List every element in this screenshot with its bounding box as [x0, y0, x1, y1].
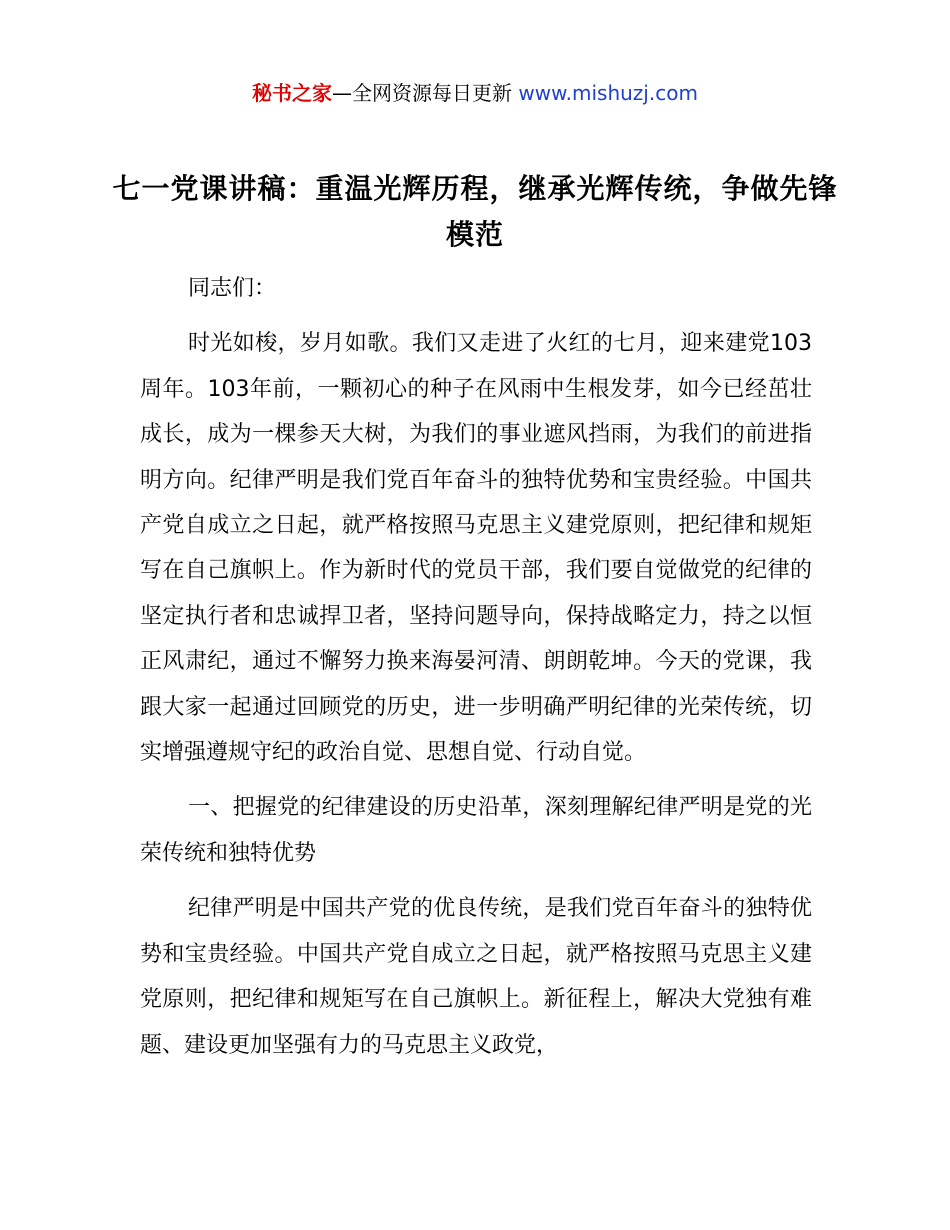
paragraph-section-1: 纪律严明是中国共产党的优良传统，是我们党百年奋斗的独特优势和宝贵经验。中国共产党自成立之日起，就严格按照马克思主义建党原则，把纪律和规矩写在自己旗帜上。新征程上，解决大党独有难题、建设更加坚强有力的马克思主义政党，	[140, 896, 812, 1058]
document-body	[140, 266, 812, 1078]
greeting: 同志们：	[188, 276, 277, 301]
paragraph-intro: 时光如梭，岁月如歌。我们又走进了火红的七月，迎来建党103周年。103年前，一颗初心的种子在风雨中生根发芽，如今已经茁壮成长，成为一棵参天大树，为我们的事业遮风挡雨，为我们的前进指明方向。纪律严明是我们党百年奋斗的独特优势和宝贵经验。中国共产党自成立之日起，就严格按照马克思主义建党原则，把纪律和规矩写在自己旗帜上。作为新时代的党员干部，我们要自觉做党的纪律的坚定执行者和忠诚捍卫者，坚持问题导向，保持战略定力，持之以恒正风肃纪，通过不懈努力换来海晏河清、朗朗乾坤。今天的党课，我跟大家一起通过回顾党的历史，进一步明确严明纪律的光荣传统，切实增强遵规守纪的政治自觉、思想自觉、行动自觉。	[140, 331, 812, 766]
section-heading-1: 一、把握党的纪律建设的历史沿革，深刻理解纪律严明是党的光荣传统和独特优势	[140, 795, 812, 866]
site-header	[0, 78, 950, 108]
header-tagline: —全网资源每日更新	[332, 81, 519, 105]
document-title: 七一党课讲稿：重温光辉历程，继承光辉传统，争做先锋模范	[112, 172, 838, 251]
header-url-link[interactable]: www.mishuzj.com	[518, 81, 698, 105]
header-brand: 秘书之家	[252, 81, 333, 105]
